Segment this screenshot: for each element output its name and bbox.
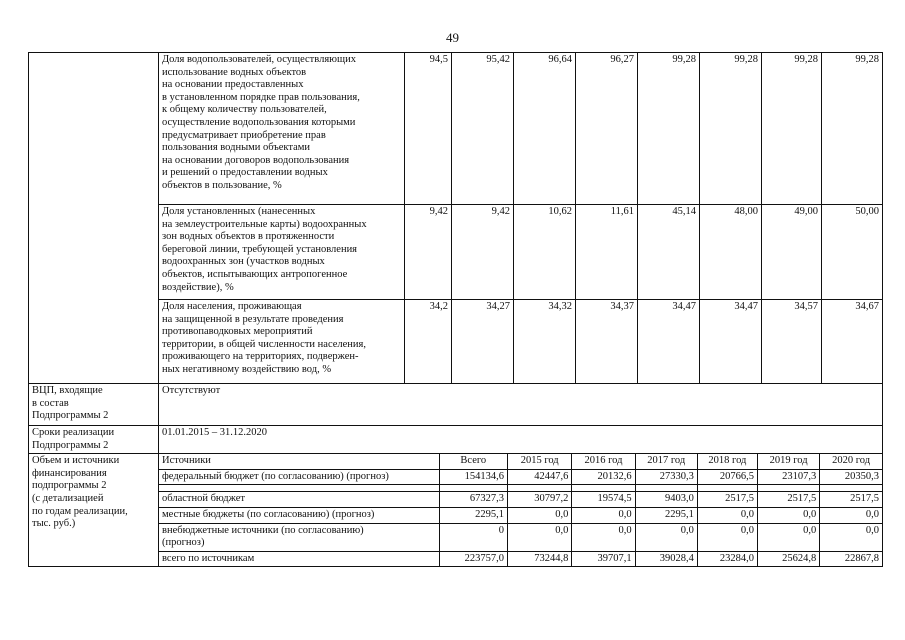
terms-label: Сроки реализации Подпрограммы 2 xyxy=(29,426,159,454)
financing-value: 154134,6 xyxy=(439,469,507,485)
financing-value: 0,0 xyxy=(820,507,882,523)
financing-header: 2017 год xyxy=(635,454,697,469)
financing-value: 0,0 xyxy=(572,507,635,523)
financing-source: федеральный бюджет (по согласованию) (прогноз) xyxy=(159,469,439,485)
financing-header: 2016 год xyxy=(572,454,635,469)
financing-source: всего по источникам xyxy=(159,551,439,566)
indicator-value: 99,28 xyxy=(822,53,883,205)
financing-data-row xyxy=(159,492,882,508)
indicator-value: 99,28 xyxy=(638,53,700,205)
financing-value: 25624,8 xyxy=(757,551,819,566)
financing-value: 0,0 xyxy=(820,523,882,551)
financing-spacer xyxy=(159,485,882,492)
indicator-value: 34,27 xyxy=(452,300,514,384)
indicator-value: 48,00 xyxy=(700,205,762,300)
terms-row xyxy=(29,426,883,454)
financing-total-row xyxy=(159,551,882,566)
indicator-value: 34,67 xyxy=(822,300,883,384)
financing-value: 19574,5 xyxy=(572,492,635,508)
financing-value: 30797,2 xyxy=(508,492,572,508)
indicator-text: Доля водопользователей, осуществляющих использование водных объектов на основании предоставленных в установленном порядке прав пользования, к общему количеству пользователей, осуществление водопользования которыми предусматривает приобретение прав пользования водными объектами на основании договоров водопользования и решений о предоставлении водных объектов в пользование, % xyxy=(159,53,405,205)
financing-value: 0,0 xyxy=(757,523,819,551)
financing-value: 73244,8 xyxy=(508,551,572,566)
financing-value: 9403,0 xyxy=(635,492,697,508)
financing-value: 20350,3 xyxy=(820,469,882,485)
indicator-value: 50,00 xyxy=(822,205,883,300)
indicator-row xyxy=(29,53,883,205)
indicator-value: 9,42 xyxy=(405,205,452,300)
financing-header: 2019 год xyxy=(757,454,819,469)
vcp-row xyxy=(29,384,883,426)
financing-value: 22867,8 xyxy=(820,551,882,566)
financing-value: 39028,4 xyxy=(635,551,697,566)
financing-value: 0,0 xyxy=(697,523,757,551)
vcp-label: ВЦП, входящие в состав Подпрограммы 2 xyxy=(29,384,159,426)
financing-value: 20132,6 xyxy=(572,469,635,485)
indicator-value: 34,47 xyxy=(700,300,762,384)
financing-value: 39707,1 xyxy=(572,551,635,566)
financing-value: 0,0 xyxy=(697,507,757,523)
indicator-value: 34,32 xyxy=(514,300,576,384)
indicator-value: 99,28 xyxy=(700,53,762,205)
financing-value: 223757,0 xyxy=(439,551,507,566)
indicator-value: 11,61 xyxy=(576,205,638,300)
financing-header: 2015 год xyxy=(508,454,572,469)
financing-value: 2295,1 xyxy=(635,507,697,523)
indicator-text: Доля установленных (нанесенных на землеустроительные карты) водоохранных зон водных объектов в протяженности береговой линии, требующей установления водоохранных зон (участков водных объектов, испытывающих антропогенное воздействие), % xyxy=(159,205,405,300)
terms-value: 01.01.2015 – 31.12.2020 xyxy=(159,426,883,454)
financing-value: 0,0 xyxy=(572,523,635,551)
financing-header-row xyxy=(159,454,882,469)
indicator-value: 49,00 xyxy=(762,205,822,300)
indicator-value: 34,2 xyxy=(405,300,452,384)
indicators-label-cell xyxy=(29,53,159,384)
financing-row xyxy=(29,454,883,567)
financing-header: 2018 год xyxy=(697,454,757,469)
financing-header: Источники xyxy=(159,454,439,469)
financing-value: 0,0 xyxy=(757,507,819,523)
indicator-value: 45,14 xyxy=(638,205,700,300)
financing-value: 2517,5 xyxy=(820,492,882,508)
financing-value: 27330,3 xyxy=(635,469,697,485)
financing-value: 0,0 xyxy=(508,523,572,551)
financing-value: 0,0 xyxy=(508,507,572,523)
financing-cell xyxy=(159,454,883,567)
indicator-value: 96,64 xyxy=(514,53,576,205)
financing-label: Объем и источники финансирования подпрограммы 2 (с детализацией по годам реализации, тыс. руб.) xyxy=(29,454,159,567)
indicator-value: 99,28 xyxy=(762,53,822,205)
passport-table xyxy=(28,52,883,567)
financing-header: Всего xyxy=(439,454,507,469)
financing-value: 2517,5 xyxy=(757,492,819,508)
financing-value: 20766,5 xyxy=(697,469,757,485)
financing-data-row xyxy=(159,507,882,523)
financing-value: 0 xyxy=(439,523,507,551)
indicator-text: Доля населения, проживающая на защищенной в результате проведения противопаводковых мероприятий территории, в общей численности населения, проживающего на территориях, подвержен- ных негативному воздействию вод, % xyxy=(159,300,405,384)
financing-value: 23107,3 xyxy=(757,469,819,485)
financing-source: внебюджетные источники (по согласованию) (прогноз) xyxy=(159,523,439,551)
indicator-value: 9,42 xyxy=(452,205,514,300)
financing-value: 67327,3 xyxy=(439,492,507,508)
financing-value: 0,0 xyxy=(635,523,697,551)
indicator-value: 34,37 xyxy=(576,300,638,384)
indicator-value: 96,27 xyxy=(576,53,638,205)
financing-data-row xyxy=(159,523,882,551)
indicator-value: 95,42 xyxy=(452,53,514,205)
financing-value: 23284,0 xyxy=(697,551,757,566)
financing-header: 2020 год xyxy=(820,454,882,469)
financing-source: областной бюджет xyxy=(159,492,439,508)
indicator-value: 10,62 xyxy=(514,205,576,300)
indicator-value: 94,5 xyxy=(405,53,452,205)
financing-value: 2295,1 xyxy=(439,507,507,523)
financing-value: 42447,6 xyxy=(508,469,572,485)
indicator-value: 34,47 xyxy=(638,300,700,384)
indicator-value: 34,57 xyxy=(762,300,822,384)
financing-table xyxy=(159,454,882,566)
page-number: 49 xyxy=(446,30,459,45)
financing-source: местные бюджеты (по согласованию) (прогноз) xyxy=(159,507,439,523)
financing-data-row xyxy=(159,469,882,485)
financing-value: 2517,5 xyxy=(697,492,757,508)
vcp-value: Отсутствуют xyxy=(159,384,883,426)
